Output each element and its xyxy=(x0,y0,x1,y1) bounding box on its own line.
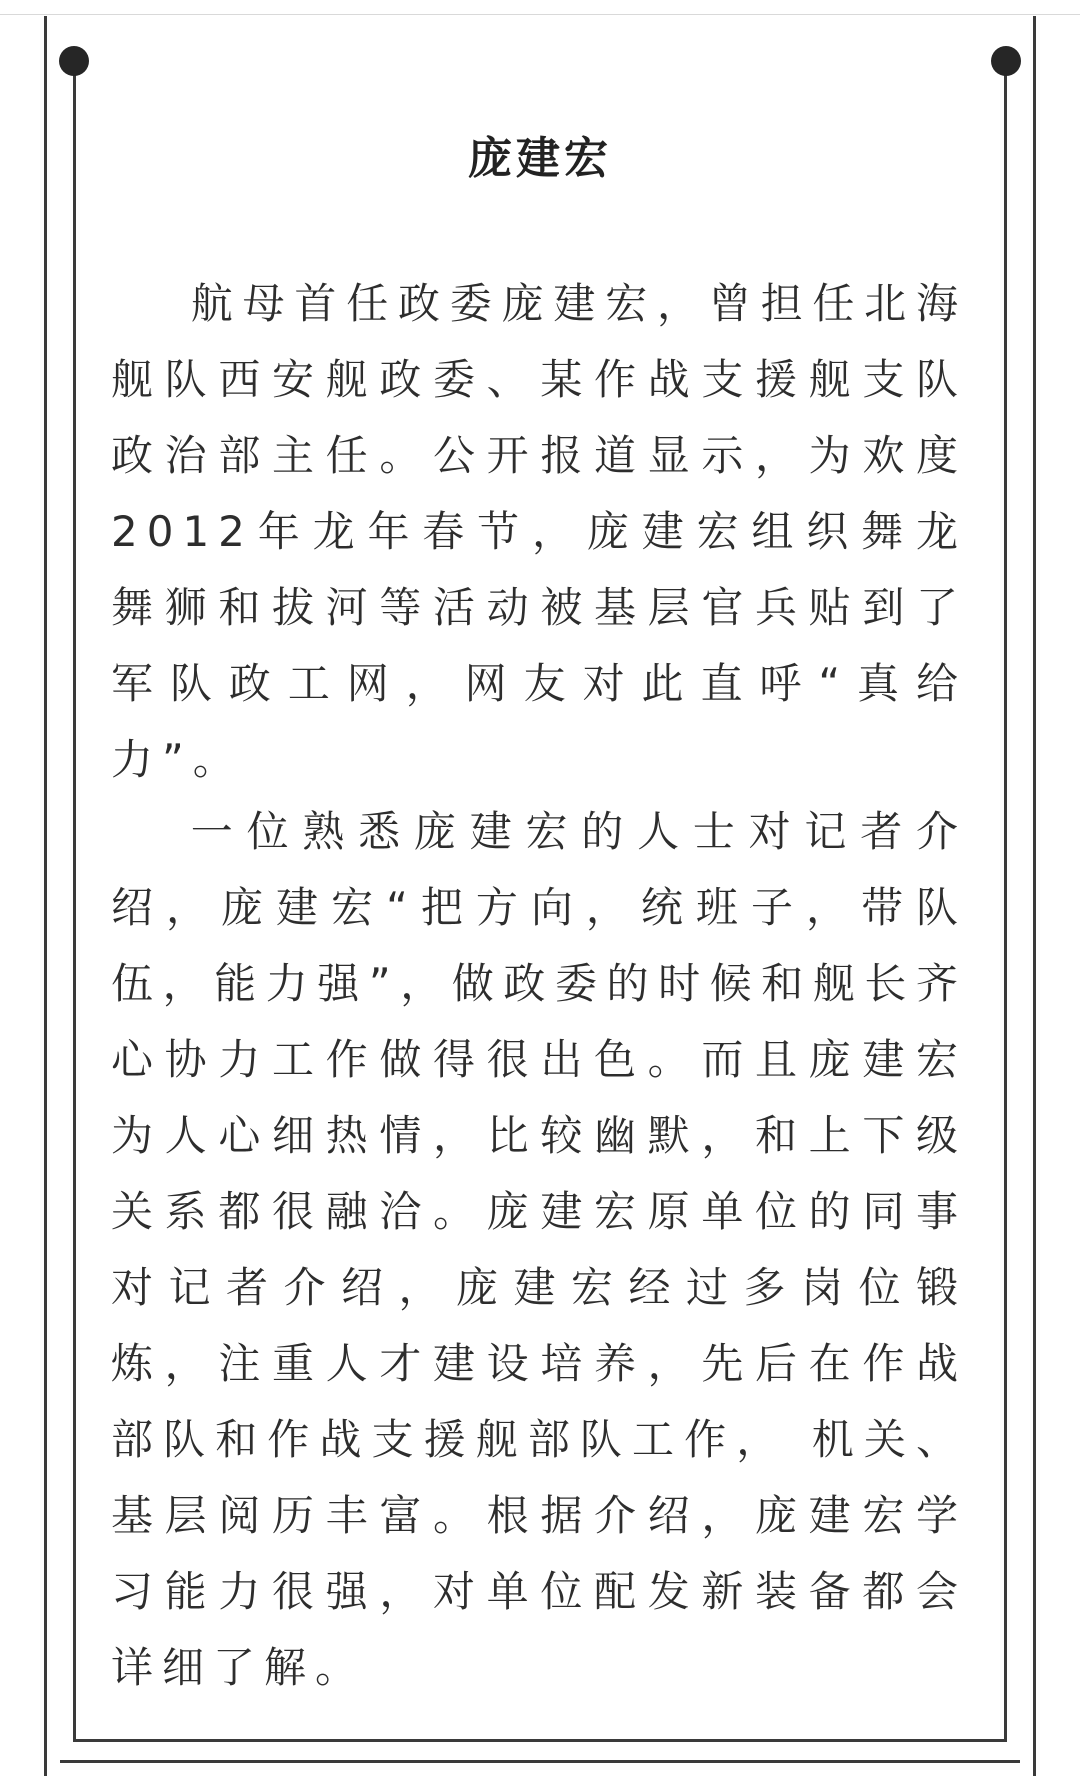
bottom-divider xyxy=(60,1760,1020,1763)
article-title: 庞建宏 xyxy=(468,133,612,184)
top-divider xyxy=(0,14,1080,15)
corner-dot-right-icon xyxy=(991,46,1021,76)
article-paragraph-1: 航母首任政委庞建宏，曾担任北海舰队西安舰政委、某作战支援舰支队政治部主任。公开报道显示，为欢度2012年龙年春节，庞建宏组织舞龙舞狮和拔河等活动被基层官兵贴到了军队政工网，网友对此直呼“真给力”。 xyxy=(111,279,967,784)
corner-dot-left-icon xyxy=(59,46,89,76)
article-paragraph-2: 一位熟悉庞建宏的人士对记者介绍，庞建宏“把方向，统班子，带队伍，能力强”，做政委的时候和舰长齐心协力工作做得很出色。而且庞建宏为人心细热情，比较幽默，和上下级关系都很融洽。庞建宏原单位的同事对记者介绍，庞建宏经过多岗位锻炼，注重人才建设培养，先后在作战部队和作战支援舰部队工作， 机关、基层阅历丰富。根据介绍，庞建宏学习能力很强，对单位配发新装备都会详细了解。 xyxy=(111,807,967,1692)
